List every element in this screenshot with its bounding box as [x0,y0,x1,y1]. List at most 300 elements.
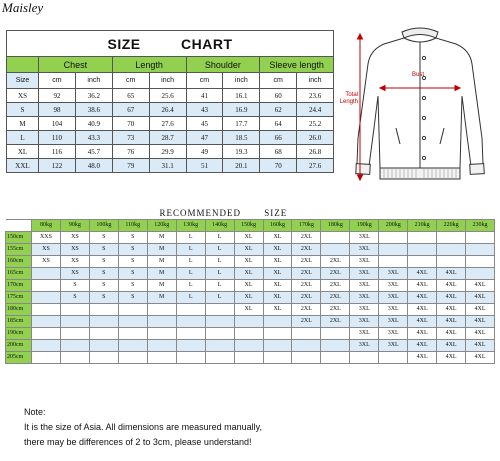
size-chart-row [7,103,334,117]
recommended-size-cell: XL [234,267,263,279]
collar-shape [402,28,438,38]
measurement-cell: 26.8 [297,145,334,159]
note-line-1: It is the size of Asia. All dimensions are measured manually, [24,422,262,432]
size-chart-corner [7,57,39,73]
recommended-size-cell: 2XL [292,291,321,303]
recommended-size-cell: 2XL [321,315,350,327]
recommended-size-cell: 3XL [379,339,408,351]
recommended-size-cell: 3XL [350,291,379,303]
recommended-size-cell [263,339,292,351]
measurement-cell: 122 [39,159,76,173]
recommended-size-cell: 2XL [292,255,321,267]
recommended-size-cell: XL [234,243,263,255]
recommended-size-cell [263,327,292,339]
measurement-cell: 98 [39,103,76,117]
recommended-size-cell: S [118,231,147,243]
recommended-title [32,207,495,219]
recommended-size-cell: L [176,291,205,303]
recommended-size-cell [408,255,437,267]
recommended-size-cell [408,243,437,255]
recommended-size-cell: L [205,231,234,243]
recommended-size-cell: 4XL [408,351,437,363]
recommended-size-cell [147,315,176,327]
height-label-cell: 165cm [6,267,32,279]
measurement-cell: 70 [112,117,149,131]
recommended-size-cell: L [176,279,205,291]
recommended-size-cell [60,303,89,315]
recommended-size-cell: S [89,279,118,291]
recommended-size-cell: XL [263,231,292,243]
measurement-cell: 36.2 [75,89,112,103]
weight-header-cell: 80kg [32,219,61,231]
height-label-cell: 155cm [6,243,32,255]
group-header-shoulder: Shoulder [186,57,260,73]
recommended-size-cell: S [118,291,147,303]
recommended-size-cell: 4XL [408,339,437,351]
size-chart-row [7,89,334,103]
measurement-cell: 51 [186,159,223,173]
recommended-size-cell [118,351,147,363]
recommended-size-cell: 2XL [292,303,321,315]
recommended-size-cell [147,351,176,363]
recommended-size-cell [437,255,466,267]
jacket-diagram [340,18,500,196]
recommended-size-cell: 2XL [321,291,350,303]
recommended-size-cell: XS [60,267,89,279]
weight-header-cell: 210kg [408,219,437,231]
recommended-size-cell: 3XL [350,339,379,351]
recommended-size-cell: L [176,243,205,255]
recommended-size-cell [205,303,234,315]
weight-header-cell: 150kg [234,219,263,231]
size-column-header: Size [7,73,39,89]
weight-header-cell: 110kg [118,219,147,231]
measurement-cell: 16.9 [223,103,260,117]
measurement-cell: 79 [112,159,149,173]
size-label-cell: XS [7,89,39,103]
recommended-size-cell: 4XL [466,303,495,315]
recommended-size-cell [321,327,350,339]
recommended-size-cell [292,327,321,339]
recommended-size-cell: 4XL [437,267,466,279]
measurement-cell: 104 [39,117,76,131]
recommended-size-cell [89,339,118,351]
recommended-size-cell [32,303,61,315]
recommended-size-cell [379,255,408,267]
recommended-size-cell [205,315,234,327]
recommended-size-cell: XL [263,243,292,255]
recommended-size-cell: XS [60,231,89,243]
recommended-size-cell: 3XL [379,279,408,291]
weight-header-cell: 200kg [379,219,408,231]
note-heading: Note: [24,407,46,417]
recommended-size-cell [32,279,61,291]
recommended-row [6,315,495,327]
recommended-size-cell: L [205,291,234,303]
measurement-cell: 25.6 [149,89,186,103]
recommended-size-cell [147,327,176,339]
weight-corner [6,219,32,231]
weight-header-cell: 90kg [60,219,89,231]
measurement-cell: 17.7 [223,117,260,131]
recommended-size-cell: 4XL [466,339,495,351]
recommended-size-cell: 3XL [350,303,379,315]
unit-header: inch [297,73,334,89]
brand-name: Maisley [2,0,44,15]
recommended-size-cell [321,339,350,351]
recommended-size-cell [379,243,408,255]
recommended-size-cell: M [147,279,176,291]
weight-header-cell: 120kg [147,219,176,231]
recommended-size-cell: XS [32,243,61,255]
recommended-size-cell: 3XL [350,255,379,267]
height-label-cell: 160cm [6,255,32,267]
recommended-size-cell [234,327,263,339]
measurement-cell: 49 [186,145,223,159]
measurement-cell: 27.6 [297,159,334,173]
recommended-size-cell: S [89,267,118,279]
recommended-size-table [5,207,495,364]
size-chart-title-row [7,31,334,57]
recommended-size-cell: S [89,243,118,255]
height-label-cell: 150cm [6,231,32,243]
recommended-size-cell: 2XL [321,279,350,291]
recommended-size-cell: 3XL [379,315,408,327]
measurement-cell: 116 [39,145,76,159]
recommended-size-cell: S [118,267,147,279]
recommended-size-cell: XXS [32,231,61,243]
measurement-cell: 65 [112,89,149,103]
recommended-size-cell: XL [263,267,292,279]
recommended-size-cell [379,231,408,243]
measurement-cell: 26.4 [149,103,186,117]
jacket-outline [340,18,500,196]
size-label-cell: S [7,103,39,117]
recommended-size-cell: XL [234,303,263,315]
measurement-cell: 25.2 [297,117,334,131]
recommended-size-cell [176,327,205,339]
recommended-size-cell: L [176,231,205,243]
size-chart-row [7,117,334,131]
measurement-cell: 62 [260,103,297,117]
recommended-size-cell [32,339,61,351]
measurement-cell: 60 [260,89,297,103]
measurement-cell: 48.0 [75,159,112,173]
measurement-cell: 19.3 [223,145,260,159]
weight-header-cell: 100kg [89,219,118,231]
recommended-row [6,339,495,351]
note-line-2: there may be differences of 2 to 3cm, please understand! [24,437,252,447]
recommended-size-cell [408,231,437,243]
recommended-size-cell [118,339,147,351]
recommended-size-cell: 3XL [379,267,408,279]
recommended-size-cell [466,231,495,243]
height-label-cell: 180cm [6,303,32,315]
recommended-size-cell: 4XL [466,351,495,363]
size-chart-unit-row [7,73,334,89]
recommended-size-cell: 3XL [350,231,379,243]
recommended-size-cell: 3XL [379,303,408,315]
recommended-size-cell: XS [60,243,89,255]
weight-header-row [6,219,495,231]
recommended-size-cell: L [205,279,234,291]
weight-header-cell: 190kg [350,219,379,231]
total-length-label-2: Length [339,99,358,105]
recommended-size-cell [321,351,350,363]
recommended-size-cell: 2XL [321,255,350,267]
size-label-cell: M [7,117,39,131]
recommended-size-cell [292,339,321,351]
recommended-row [6,351,495,363]
recommended-size-cell [234,339,263,351]
weight-header-cell: 160kg [263,219,292,231]
recommended-size-cell [379,351,408,363]
recommended-size-cell: XL [263,279,292,291]
recommended-size-cell [234,315,263,327]
measurement-cell: 76 [112,145,149,159]
recommended-size-cell: 4XL [408,291,437,303]
recommended-size-cell: M [147,291,176,303]
recommended-size-cell [176,351,205,363]
recommended-size-cell: 4XL [408,327,437,339]
recommended-size-cell: 2XL [321,267,350,279]
recommended-size-cell [60,351,89,363]
recommended-size-cell: 4XL [437,351,466,363]
recommended-size-cell [89,327,118,339]
recommended-size-cell: L [176,255,205,267]
measurement-cell: 45 [186,117,223,131]
weight-header-cell: 170kg [292,219,321,231]
size-chart-row [7,145,334,159]
measurement-cell: 27.6 [149,117,186,131]
recommended-size-cell: 3XL [350,279,379,291]
recommended-size-cell: XL [234,231,263,243]
recommended-size-cell: S [118,255,147,267]
size-label-cell: XXL [7,159,39,173]
recommended-size-cell [466,255,495,267]
recommended-size-cell: 4XL [408,267,437,279]
recommended-size-cell: 4XL [437,339,466,351]
recommended-size-cell: L [176,267,205,279]
bust-label: Bust [412,72,425,78]
recommended-size-cell [60,339,89,351]
recommended-size-cell [205,339,234,351]
recommended-size-cell [350,351,379,363]
recommended-size-cell: XL [263,291,292,303]
group-header-chest: Chest [39,57,113,73]
recommended-size-cell: XL [234,291,263,303]
measurement-cell: 92 [39,89,76,103]
recommended-size-cell: M [147,255,176,267]
recommended-size-cell: 2XL [292,243,321,255]
recommended-size-cell [176,303,205,315]
unit-header: inch [149,73,186,89]
recommended-title-row [6,207,495,219]
recommended-size-cell: 4XL [408,303,437,315]
recommended-size-cell: M [147,231,176,243]
size-chart-row [7,131,334,145]
recommended-size-cell [60,327,89,339]
weight-header-cell: 130kg [176,219,205,231]
recommended-size-cell: XL [263,303,292,315]
recommended-size-cell: 4XL [437,291,466,303]
recommended-size-cell [89,351,118,363]
recommended-size-cell [321,231,350,243]
recommended-size-cell: 4XL [437,327,466,339]
group-header-length: Length [112,57,186,73]
recommended-size-cell: 3XL [379,327,408,339]
recommended-row [6,291,495,303]
size-chart-table [6,30,334,173]
measurement-cell: 43.3 [75,131,112,145]
recommended-size-cell: 3XL [350,243,379,255]
recommended-size-cell: 4XL [408,315,437,327]
recommended-size-cell: L [205,243,234,255]
recommended-title-word-2: SIZE [264,207,288,218]
recommended-size-cell: 3XL [379,291,408,303]
height-label-cell: 205cm [6,351,32,363]
recommended-size-cell: 4XL [466,291,495,303]
measurement-cell: 45.7 [75,145,112,159]
recommended-size-cell [321,243,350,255]
recommended-size-cell: M [147,267,176,279]
recommended-size-cell [118,303,147,315]
measurement-cell: 41 [186,89,223,103]
measurement-cell: 67 [112,103,149,117]
unit-header: cm [260,73,297,89]
measurement-cell: 110 [39,131,76,145]
recommended-size-cell: 4XL [437,279,466,291]
recommended-size-cell [466,267,495,279]
height-label-cell: 200cm [6,339,32,351]
recommended-size-cell [147,339,176,351]
recommended-size-cell: 4XL [466,327,495,339]
size-chart-row [7,159,334,173]
size-chart-group-row [7,57,334,73]
recommended-size-cell: 3XL [350,267,379,279]
recommended-size-cell: 4XL [437,303,466,315]
recommended-size-cell: XS [32,255,61,267]
recommended-size-cell: S [118,279,147,291]
height-label-cell: 190cm [6,327,32,339]
measurement-cell: 38.6 [75,103,112,117]
measurement-cell: 43 [186,103,223,117]
recommended-size-cell: XL [234,279,263,291]
recommended-size-cell: 2XL [292,267,321,279]
measurement-cell: 18.5 [223,131,260,145]
height-label-cell: 175cm [6,291,32,303]
recommended-size-cell: 3XL [350,315,379,327]
recommended-size-cell [32,267,61,279]
unit-header: inch [75,73,112,89]
recommended-size-cell: XL [263,255,292,267]
height-label-cell: 170cm [6,279,32,291]
recommended-size-cell: 4XL [408,279,437,291]
measurement-cell: 16.1 [223,89,260,103]
size-chart-title [7,31,334,57]
recommended-size-cell: 4XL [466,315,495,327]
recommended-size-cell [205,351,234,363]
recommended-size-cell [234,351,263,363]
recommended-row [6,279,495,291]
size-label-cell: L [7,131,39,145]
measurement-cell: 68 [260,145,297,159]
recommended-size-cell: S [118,243,147,255]
group-header-sleeve: Sleeve length [260,57,334,73]
measurement-cell: 64 [260,117,297,131]
recommended-size-cell: 2XL [292,231,321,243]
recommended-size-cell: S [60,279,89,291]
weight-header-cell: 140kg [205,219,234,231]
recommended-size-cell [292,351,321,363]
measurement-cell: 26.0 [297,131,334,145]
unit-header: inch [223,73,260,89]
measurement-cell: 29.9 [149,145,186,159]
recommended-size-cell [89,303,118,315]
measurement-cell: 66 [260,131,297,145]
recommended-size-cell: S [89,291,118,303]
note-block [24,405,262,450]
recommended-size-cell [118,315,147,327]
size-chart-body [7,89,334,173]
recommended-size-cell [176,339,205,351]
measurement-cell: 73 [112,131,149,145]
recommended-size-cell [89,315,118,327]
recommended-size-cell: 2XL [321,303,350,315]
measurement-cell: 24.4 [297,103,334,117]
measurement-cell: 47 [186,131,223,145]
recommended-row [6,303,495,315]
recommended-size-cell [263,315,292,327]
total-length-label-1: Total [345,92,358,98]
weight-header-cell: 220kg [437,219,466,231]
weight-header-cell: 180kg [321,219,350,231]
weight-header-cell: 230kg [466,219,495,231]
measurement-cell: 20.1 [223,159,260,173]
recommended-size-cell [437,231,466,243]
recommended-size-cell [32,291,61,303]
recommended-size-cell: L [205,267,234,279]
measurement-cell: 31.1 [149,159,186,173]
recommended-size-cell: 2XL [292,315,321,327]
recommended-size-cell: L [205,255,234,267]
recommended-size-cell: 2XL [292,279,321,291]
recommended-size-cell: M [147,243,176,255]
unit-header: cm [39,73,76,89]
recommended-row [6,243,495,255]
recommended-size-cell: S [89,255,118,267]
recommended-size-cell: S [60,291,89,303]
recommended-size-cell: S [89,231,118,243]
unit-header: cm [112,73,149,89]
recommended-size-cell [32,327,61,339]
measurement-cell: 23.6 [297,89,334,103]
measurement-cell: 70 [260,159,297,173]
recommended-row [6,255,495,267]
measurement-cell: 28.7 [149,131,186,145]
recommended-row [6,327,495,339]
recommended-size-cell [147,303,176,315]
recommended-size-cell [263,351,292,363]
size-chart-title-right: CHART [181,35,233,52]
recommended-row [6,231,495,243]
size-chart-title-left: SIZE [107,35,141,52]
recommended-size-cell: XL [234,255,263,267]
recommended-size-cell: 4XL [466,279,495,291]
height-label-cell: 185cm [6,315,32,327]
recommended-size-cell: XS [60,255,89,267]
recommended-body [6,231,495,363]
